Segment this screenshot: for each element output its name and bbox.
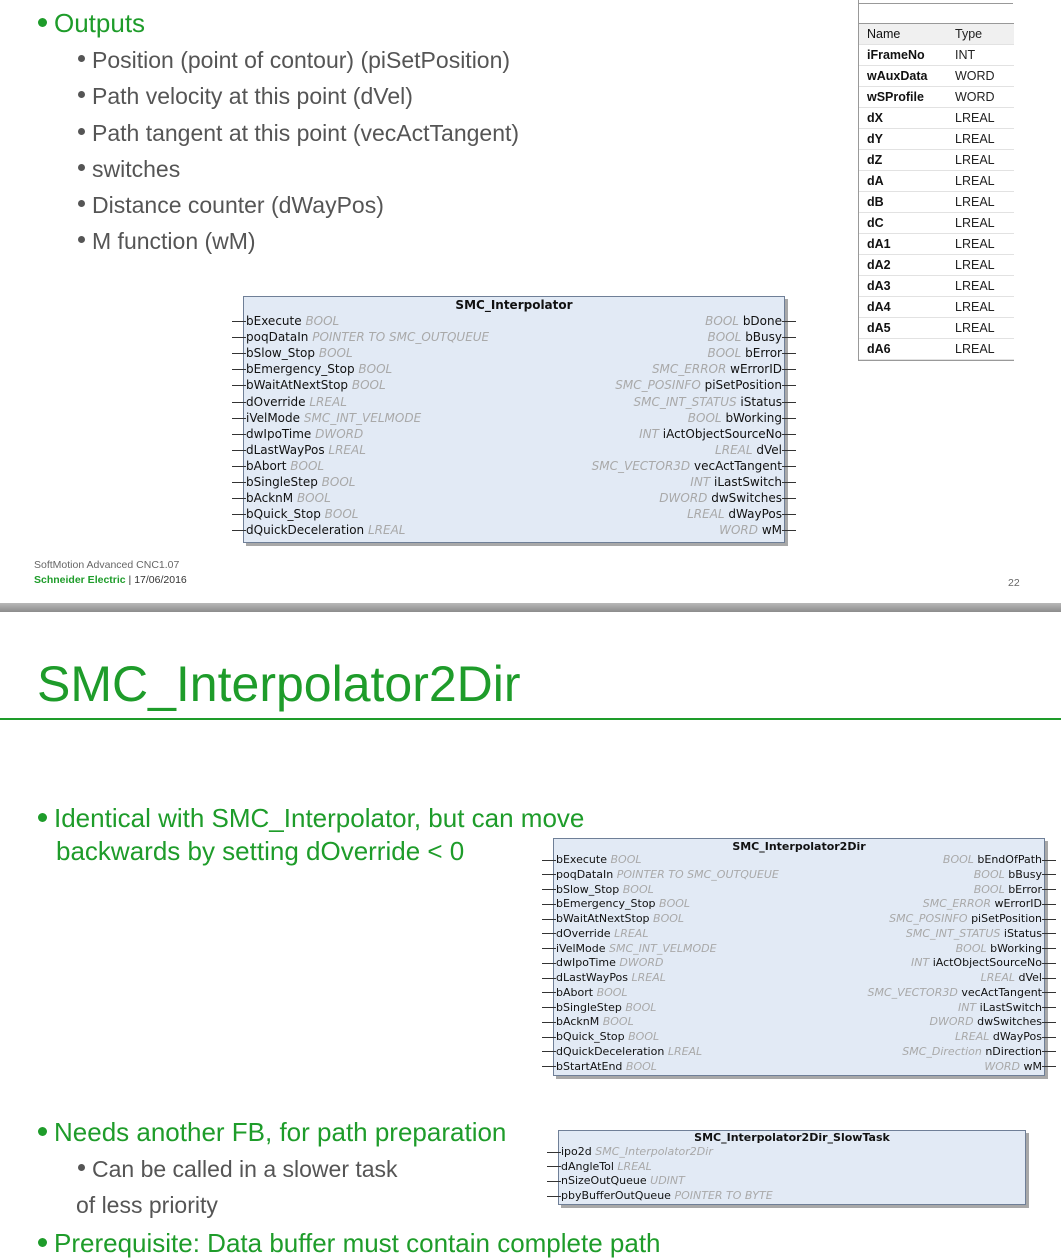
input-pin [556, 1030, 659, 1043]
output-pin [955, 1030, 1042, 1043]
list-item [78, 47, 510, 74]
pin-name: bSingleStep [246, 475, 318, 489]
input-pin [246, 459, 324, 473]
pin-name: wM [1023, 1059, 1042, 1073]
bullet-icon [78, 1164, 85, 1171]
pin-type: SMC_Direction [902, 1044, 982, 1058]
pin-name: bAbort [246, 458, 287, 473]
output-pin [981, 971, 1042, 984]
pin-type: LREAL [955, 1030, 990, 1043]
pin-name: bWorking [725, 410, 782, 425]
fb-smc-interpolator [243, 296, 785, 543]
pin-name: bStartAtEnd [556, 1059, 623, 1073]
input-pin [246, 395, 347, 409]
input-pin [556, 956, 663, 969]
pin-name: bError [1008, 882, 1042, 896]
pin-name: wM [761, 523, 782, 538]
list-item-text: Prerequisite: Data buffer must contain complete path [54, 1228, 661, 1258]
bullet-icon [38, 1127, 47, 1136]
pin-type: BOOL [628, 1030, 660, 1043]
output-pin [943, 853, 1042, 866]
output-pin [923, 897, 1042, 910]
input-pin [556, 868, 779, 881]
input-pin [246, 346, 353, 360]
list-item [78, 156, 180, 183]
output-pin [690, 475, 782, 489]
output-pin [639, 427, 782, 441]
output-pin [707, 346, 782, 360]
input-pin [246, 411, 421, 425]
bullet-icon [78, 91, 85, 98]
pin-name: dOverride [556, 926, 611, 940]
pin-name: ipo2d [561, 1145, 592, 1158]
struct-field-type: LREAL [955, 258, 995, 272]
struct-field-type: LREAL [955, 174, 995, 188]
pin-name: nDirection [985, 1044, 1042, 1058]
pin-name: bSingleStep [556, 1000, 622, 1014]
output-pin [708, 330, 782, 344]
pin-type: SMC_Interpolator2Dir [595, 1145, 713, 1158]
pin-name: iStatus [1003, 926, 1042, 940]
pin-type: BOOL [955, 941, 987, 955]
pin-name: dwSwitches [711, 491, 782, 506]
input-pin [246, 507, 358, 521]
pin-type: INT [639, 426, 659, 441]
input-pin [556, 897, 690, 910]
pin-name: bEmergency_Stop [556, 897, 656, 911]
output-pin [902, 1045, 1042, 1058]
pin-type: BOOL [687, 410, 722, 425]
list-item [38, 1117, 506, 1148]
pin-name: bQuick_Stop [556, 1030, 625, 1043]
pin-name: dWayPos [992, 1030, 1042, 1043]
output-pin [659, 491, 782, 505]
pin-type: SMC_INT_VELMODE [609, 941, 717, 955]
table-row [859, 45, 1014, 66]
output-pin [719, 523, 782, 537]
pin-name: iVelMode [556, 941, 606, 955]
pin-type: BOOL [596, 985, 628, 999]
pin-type: POINTER TO BYTE [674, 1189, 773, 1203]
table-row [859, 192, 1014, 213]
input-pin [556, 971, 666, 984]
table-body [859, 45, 1014, 360]
table-top-edge [858, 0, 1013, 4]
struct-field-name: wAuxData [867, 69, 928, 83]
pin-type: LREAL [631, 971, 666, 984]
list-item-text: Can be called in a slower task [92, 1156, 398, 1182]
table-row [859, 213, 1014, 234]
pin-name: poqDataIn [246, 330, 309, 345]
fb-title: SMC_Interpolator2Dir [732, 840, 866, 853]
output-pin [930, 1015, 1042, 1028]
pin-name: bWaitAtNextStop [556, 912, 650, 925]
pin-name: bEmergency_Stop [246, 362, 355, 377]
footer-product: SoftMotion Advanced CNC1.07 [34, 559, 180, 571]
pin-type: BOOL [622, 882, 654, 896]
pin-name: bWaitAtNextStop [246, 378, 349, 393]
bullet-icon [78, 164, 85, 171]
pin-type: UDINT [650, 1174, 685, 1188]
pin-type: LREAL [309, 394, 347, 409]
input-pin [556, 1015, 634, 1028]
pin-name: wErrorID [730, 362, 782, 377]
column-header-name: Name [867, 27, 901, 41]
struct-field-name: iFrameNo [867, 48, 925, 62]
pin-name: pbyBufferOutQueue [561, 1189, 671, 1203]
pin-name: dWayPos [728, 507, 782, 522]
output-pin [958, 1001, 1042, 1014]
input-pin [561, 1145, 713, 1158]
pin-type: LREAL [980, 971, 1016, 984]
struct-field-type: LREAL [955, 279, 995, 293]
input-pin [246, 523, 405, 537]
list-item-text: Path tangent at this point (vecActTangent) [92, 120, 520, 146]
pin-type: BOOL [973, 867, 1005, 881]
fb-smc-interpolator2dir [553, 838, 1045, 1076]
pin-name: iLastSwitch [713, 475, 782, 489]
struct-field-name: dA1 [867, 237, 891, 251]
bullet-icon [78, 128, 85, 135]
output-pin [592, 459, 782, 473]
pin-name: bAcknM [556, 1015, 600, 1029]
pin-type: POINTER TO SMC_OUTQUEUE [616, 867, 779, 881]
input-pin [246, 314, 339, 328]
output-pin [911, 956, 1042, 969]
pin-type: LREAL [328, 442, 366, 457]
pin-type: BOOL [358, 362, 393, 377]
bullet-icon [38, 813, 47, 822]
struct-field-name: dY [867, 132, 883, 146]
input-pin [556, 1001, 656, 1014]
input-pin [246, 427, 363, 441]
struct-field-type: LREAL [955, 216, 995, 230]
pin-name: bSlow_Stop [556, 882, 620, 896]
pin-type: SMC_INT_VELMODE [303, 410, 422, 425]
pin-name: dVel [756, 442, 782, 457]
pin-type: BOOL [625, 1059, 657, 1073]
struct-field-name: wSProfile [867, 90, 924, 104]
input-pin [561, 1174, 685, 1187]
output-pin [906, 927, 1042, 940]
input-pin [246, 330, 489, 344]
pin-name: iLastSwitch [979, 1000, 1042, 1014]
pin-name: bBusy [745, 330, 782, 345]
pin-name: vecActTangent [694, 458, 782, 473]
table-row [859, 339, 1014, 360]
bullet-icon [38, 18, 47, 27]
pin-type: BOOL [351, 378, 386, 393]
pin-name: iVelMode [246, 410, 301, 425]
struct-field-type: LREAL [955, 342, 995, 356]
struct-field-name: dZ [867, 153, 883, 167]
struct-field-name: dB [867, 195, 884, 209]
struct-field-name: dA5 [867, 321, 891, 335]
footer-company-name: Schneider Electric [34, 574, 126, 586]
pin-type: BOOL [707, 346, 742, 361]
footer-date: | 17/06/2016 [128, 574, 187, 586]
pin-name: bExecute [556, 853, 607, 866]
pin-type: DWORD [659, 491, 708, 506]
list-item-text: Position (point of contour) (piSetPosition) [92, 47, 511, 73]
table-header [859, 23, 1014, 45]
pin-name: bSlow_Stop [246, 346, 316, 361]
table-row [859, 255, 1014, 276]
table-row [859, 297, 1014, 318]
pin-name: piSetPosition [704, 378, 782, 393]
pin-type: INT [957, 1000, 977, 1014]
pin-type: BOOL [705, 314, 739, 328]
pin-type: DWORD [315, 426, 364, 441]
page-number: 22 [1008, 577, 1020, 589]
pin-type: DWORD [929, 1015, 974, 1029]
struct-field-type: WORD [955, 69, 995, 83]
pin-type: SMC_ERROR [651, 362, 727, 377]
pin-name: dOverride [246, 394, 306, 409]
pin-type: WORD [984, 1059, 1020, 1073]
pin-name: bAcknM [246, 491, 294, 506]
pin-name: dwIpoTime [556, 956, 616, 970]
pin-name: dQuickDeceleration [556, 1044, 665, 1058]
input-pin [556, 942, 717, 955]
pin-type: BOOL [610, 853, 642, 866]
struct-field-name: dA4 [867, 300, 891, 314]
list-item [78, 120, 519, 147]
pin-type: LREAL [617, 1159, 652, 1173]
pin-name: dVel [1018, 971, 1042, 984]
bullet-icon [78, 236, 85, 243]
pin-type: BOOL [305, 314, 340, 328]
pin-name: piSetPosition [971, 912, 1042, 925]
input-pin [556, 853, 641, 866]
input-pin [561, 1160, 652, 1173]
pin-name: dLastWayPos [246, 442, 325, 457]
list-item [78, 228, 256, 255]
input-pin [556, 986, 628, 999]
list-item [38, 803, 584, 834]
input-pin [246, 491, 331, 505]
pin-type: BOOL [602, 1015, 634, 1029]
pin-name: iActObjectSourceNo [932, 956, 1042, 970]
column-header-type: Type [955, 27, 983, 41]
table-row [859, 87, 1014, 108]
pin-name: dwIpoTime [246, 426, 312, 441]
pin-name: vecActTangent [961, 985, 1042, 999]
pin-type: BOOL [321, 475, 356, 489]
struct-field-name: dA3 [867, 279, 891, 293]
pin-type: SMC_INT_STATUS [905, 926, 1001, 940]
struct-table [858, 0, 1014, 361]
pin-name: iStatus [740, 394, 782, 409]
fb-smc-interpolator2dir-slowtask [558, 1130, 1026, 1205]
bullet-icon [78, 200, 85, 207]
list-item-continuation: of less priority [76, 1192, 218, 1218]
list-item-text: Identical with SMC_Interpolator, but can move [54, 803, 585, 833]
pin-name: dwSwitches [977, 1015, 1042, 1029]
table-row [859, 66, 1014, 87]
pin-type: WORD [719, 523, 758, 538]
output-pin [652, 362, 782, 376]
list-item [78, 1156, 398, 1183]
list-item-text: Needs another FB, for path preparation [54, 1117, 507, 1147]
struct-field-name: dX [867, 111, 883, 125]
input-pin [556, 1045, 702, 1058]
pin-type: LREAL [715, 442, 753, 457]
pin-name: nSizeOutQueue [561, 1174, 647, 1188]
pin-name: wErrorID [994, 897, 1042, 911]
pin-type: INT [910, 956, 930, 970]
list-item-text: M function (wM) [92, 228, 256, 254]
input-pin [246, 443, 366, 457]
output-pin [615, 378, 782, 392]
struct-field-name: dA6 [867, 342, 891, 356]
pin-type: SMC_ERROR [922, 897, 991, 911]
struct-field-type: LREAL [955, 321, 995, 335]
input-pin [246, 475, 355, 489]
pin-type: INT [690, 475, 711, 489]
output-pin [705, 314, 782, 328]
pin-name: bExecute [246, 314, 302, 328]
pin-type: BOOL [659, 897, 691, 911]
struct-field-type: LREAL [955, 237, 995, 251]
pin-name: bBusy [1008, 867, 1042, 881]
output-pin [984, 1060, 1042, 1073]
pin-name: bError [745, 346, 782, 361]
output-pin [974, 883, 1042, 896]
output-pin [868, 986, 1042, 999]
pin-name: bQuick_Stop [246, 507, 321, 522]
table-row [859, 318, 1014, 339]
pin-name: dQuickDeceleration [246, 523, 365, 538]
list-item [78, 83, 413, 110]
struct-field-type: WORD [955, 90, 995, 104]
pin-type: SMC_POSINFO [615, 378, 701, 393]
output-pin [974, 868, 1042, 881]
output-pin [687, 507, 782, 521]
pin-name: bDone [742, 314, 782, 328]
pin-type: DWORD [619, 956, 664, 970]
bullet-icon [38, 1238, 47, 1247]
pin-type: LREAL [687, 507, 725, 522]
output-pin [688, 411, 782, 425]
output-pin [889, 912, 1042, 925]
outputs-heading [38, 8, 145, 39]
pin-name: iActObjectSourceNo [662, 426, 782, 441]
outputs-heading-text: Outputs [54, 8, 146, 38]
pin-name: bAbort [556, 985, 594, 999]
fb-title: SMC_Interpolator [455, 298, 573, 312]
struct-field-type: LREAL [955, 153, 995, 167]
list-item-text: switches [92, 156, 181, 182]
struct-field-name: dA2 [867, 258, 891, 272]
table-row [859, 276, 1014, 297]
pin-type: SMC_VECTOR3D [867, 985, 958, 999]
list-item [78, 192, 384, 219]
input-pin [561, 1189, 773, 1202]
output-pin [715, 443, 782, 457]
pin-name: bEndOfPath [977, 853, 1042, 866]
bullet-icon [78, 55, 85, 62]
fb-title: SMC_Interpolator2Dir_SlowTask [694, 1131, 890, 1144]
pin-type: BOOL [625, 1000, 657, 1014]
pin-type: BOOL [942, 853, 974, 866]
list-item-text: Distance counter (dWayPos) [92, 192, 384, 218]
pin-type: LREAL [367, 523, 406, 538]
pin-type: BOOL [324, 507, 359, 522]
input-pin [556, 912, 684, 925]
pin-type: SMC_VECTOR3D [591, 458, 691, 473]
table-row [859, 108, 1014, 129]
table-row [859, 234, 1014, 255]
input-pin [556, 927, 648, 940]
pin-name: bWorking [990, 941, 1042, 955]
struct-field-type: LREAL [955, 300, 995, 314]
list-item-continuation: backwards by setting dOverride < 0 [56, 836, 465, 866]
input-pin [246, 362, 392, 376]
page-title: SMC_Interpolator2Dir [37, 656, 521, 712]
pin-name: poqDataIn [556, 867, 614, 881]
input-pin [556, 883, 654, 896]
struct-field-type: LREAL [955, 195, 995, 209]
pin-name: dLastWayPos [556, 971, 629, 984]
footer-company [34, 574, 187, 586]
input-pin [246, 378, 386, 392]
list-item-text: Path velocity at this point (dVel) [92, 83, 413, 109]
input-pin [556, 1060, 657, 1073]
table-row [859, 171, 1014, 192]
struct-field-name: dA [867, 174, 884, 188]
output-pin [633, 395, 782, 409]
title-underline [0, 718, 1061, 720]
pin-type: BOOL [973, 882, 1005, 896]
pin-type: BOOL [290, 458, 325, 473]
output-pin [956, 942, 1042, 955]
pin-type: SMC_POSINFO [889, 912, 968, 925]
pin-type: LREAL [667, 1044, 703, 1058]
table-row [859, 129, 1014, 150]
pin-type: BOOL [653, 912, 685, 925]
list-item [38, 1228, 661, 1259]
pin-type: LREAL [614, 926, 649, 940]
pin-name: dAngleTol [561, 1159, 614, 1173]
pin-type: BOOL [296, 491, 331, 506]
struct-field-type: INT [955, 48, 976, 62]
struct-field-type: LREAL [955, 132, 995, 146]
slide-separator [0, 603, 1061, 612]
pin-type: SMC_INT_STATUS [633, 394, 737, 409]
pin-type: POINTER TO SMC_OUTQUEUE [312, 330, 490, 345]
pin-type: BOOL [318, 346, 353, 361]
table-row [859, 150, 1014, 171]
pin-type: BOOL [707, 330, 742, 345]
struct-field-type: LREAL [955, 111, 995, 125]
struct-field-name: dC [867, 216, 884, 230]
